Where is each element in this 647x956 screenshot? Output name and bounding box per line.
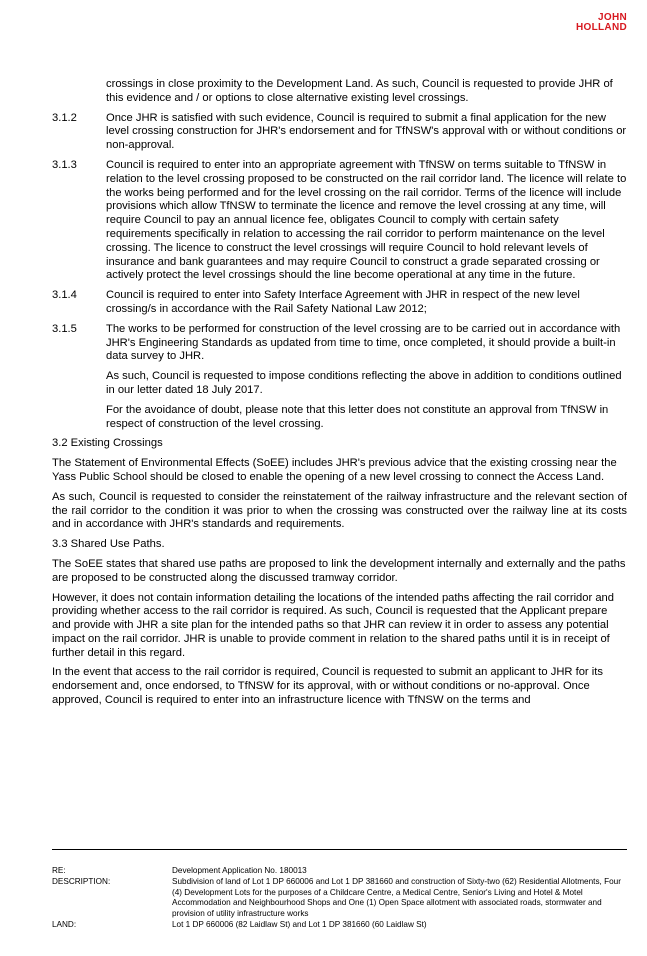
intro-continuation: crossings in close proximity to the Development Land. As such, Council is requested to provide JHR of this evidence and / or options to close alternative existing level crossings. — [106, 78, 613, 104]
john-holland-logo — [576, 13, 627, 33]
item-number: 3.1.2 — [52, 111, 77, 124]
as-such-conditions: As such, Council is requested to impose conditions reflecting the above in addition to conditions outlined in our letter dated 18 July 2017. — [106, 370, 622, 396]
avoidance-of-doubt: For the avoidance of doubt, please note that this letter does not constitute an approval from TfNSW in respect of construction of the level crossing. — [106, 403, 609, 430]
item-number: 3.1.3 — [52, 158, 77, 171]
in-the-event-paragraph: In the event that access to the rail corridor is required, Council is requested to submit an applicant to JHR for its endorsement and, once endorsed, to TfNSW for its approval, with or without conditions or no-approval. Once approved, Council is required to enter into an infrastructure licence with TfNSW on the terms and — [52, 666, 603, 707]
list-item — [52, 289, 627, 317]
footer-row-land — [52, 920, 627, 930]
land-value: Lot 1 DP 660006 (82 Laidlaw St) and Lot 1 DP 381660 (60 Laidlaw St) — [172, 920, 427, 930]
footer-row-re — [52, 866, 627, 876]
item-number: 3.1.5 — [52, 322, 77, 335]
item-number: 3.1.4 — [52, 289, 77, 302]
re-value: Development Application No. 180013 — [172, 866, 307, 875]
list-item — [52, 323, 627, 364]
logo-line-2: HOLLAND — [576, 22, 627, 33]
letter-body — [52, 78, 627, 714]
list-item — [52, 112, 627, 153]
soee-shared-paths: The SoEE states that shared use paths are proposed to link the development internally and externally and the paths are proposed to be constructed along the discussed tramway corridor. — [52, 557, 626, 584]
logo-line-1: JOHN — [598, 12, 627, 23]
footer-reference-block — [52, 866, 627, 931]
list-item — [52, 159, 627, 283]
description-label: DESCRIPTION: — [52, 877, 111, 887]
description-value: Subdivision of land of Lot 1 DP 660006 and Lot 1 DP 381660 and construction of Sixty-two (62) Residential Allotments, Four (4) Development Lots for the purposes of a Childcare Centre, a Medical Centre, Senior's Living and Hotel & Motel Accommodation and Neighbourhood Shops and One (1) Open Space allotment with associated roads, stormwater and provision of utility infrastructure works — [172, 877, 621, 918]
item-text: The works to be performed for construction of the level crossing are to be carried out in accordance with JHR's Engineering Standards as updated from time to time, once completed, it should provide a built-in data survey to JHR. — [106, 322, 621, 363]
section-heading-shared-use-paths: 3.3 Shared Use Paths. — [52, 538, 165, 551]
footer-divider — [52, 849, 627, 850]
section-heading-existing-crossings: 3.2 Existing Crossings — [52, 437, 163, 450]
footer-row-description — [52, 877, 627, 919]
land-label: LAND: — [52, 920, 77, 930]
item-text: Council is required to enter into Safety Interface Agreement with JHR in respect of the new level crossing/s in accordance with the Rail Safety National Law 2012; — [106, 289, 580, 315]
item-text: Once JHR is satisfied with such evidence, Council is required to submit a final application for the new level crossing construction for JHR's endorsement and for TfNSW's approval with or without conditions or non-approval. — [106, 111, 627, 152]
however-paragraph: However, it does not contain information detailing the locations of the intended paths affecting the rail corridor and providing whether access to the rail corridor is required. As such, Council is requested that the Applicant prepare and provide with JHR a site plan for the intended paths so that JHR can review it in order to assess any potential impact on the rail corridor. JHR is unable to provide comment in relation to the shared paths until it is in receipt of further detail in this regard. — [52, 591, 615, 659]
re-label: RE: — [52, 866, 66, 875]
as-such-reinstatement: As such, Council is requested to consider the reinstatement of the railway infrastructure and the relevant section of the rail corridor to the condition it was prior to when the crossing was constructed over the railway line at its costs and in accordance with JHR's standards and requirements. — [52, 490, 627, 531]
soee-existing-crossing: The Statement of Environmental Effects (SoEE) includes JHR's previous advice that the existing crossing near the Yass Public School should be closed to enable the opening of a new level crossing to connect the Access Land. — [52, 457, 617, 483]
item-text: Council is required to enter into an appropriate agreement with TfNSW on terms suitable to TfNSW in relation to the level crossing proposed to be constructed on the rail corridor land. The licence will relate to the works being performed and for the level crossing on the rail corridor. Terms of the licence will include provisions which allow TfNSW to terminate the licence and remove the level crossing at any time, will require Council to pay an annual licence fee, obligates Council to comply with certain safety requirements specifically in relation to accessing the rail corridor to perform maintenance on the level crossing. The licence to construct the level crossings will require Council to hold relevant levels of insurance and bank guarantees and may require Council to construct a grade separated crossing or actively protect the level crossings should the line become operational at any time in the future. — [106, 158, 627, 282]
